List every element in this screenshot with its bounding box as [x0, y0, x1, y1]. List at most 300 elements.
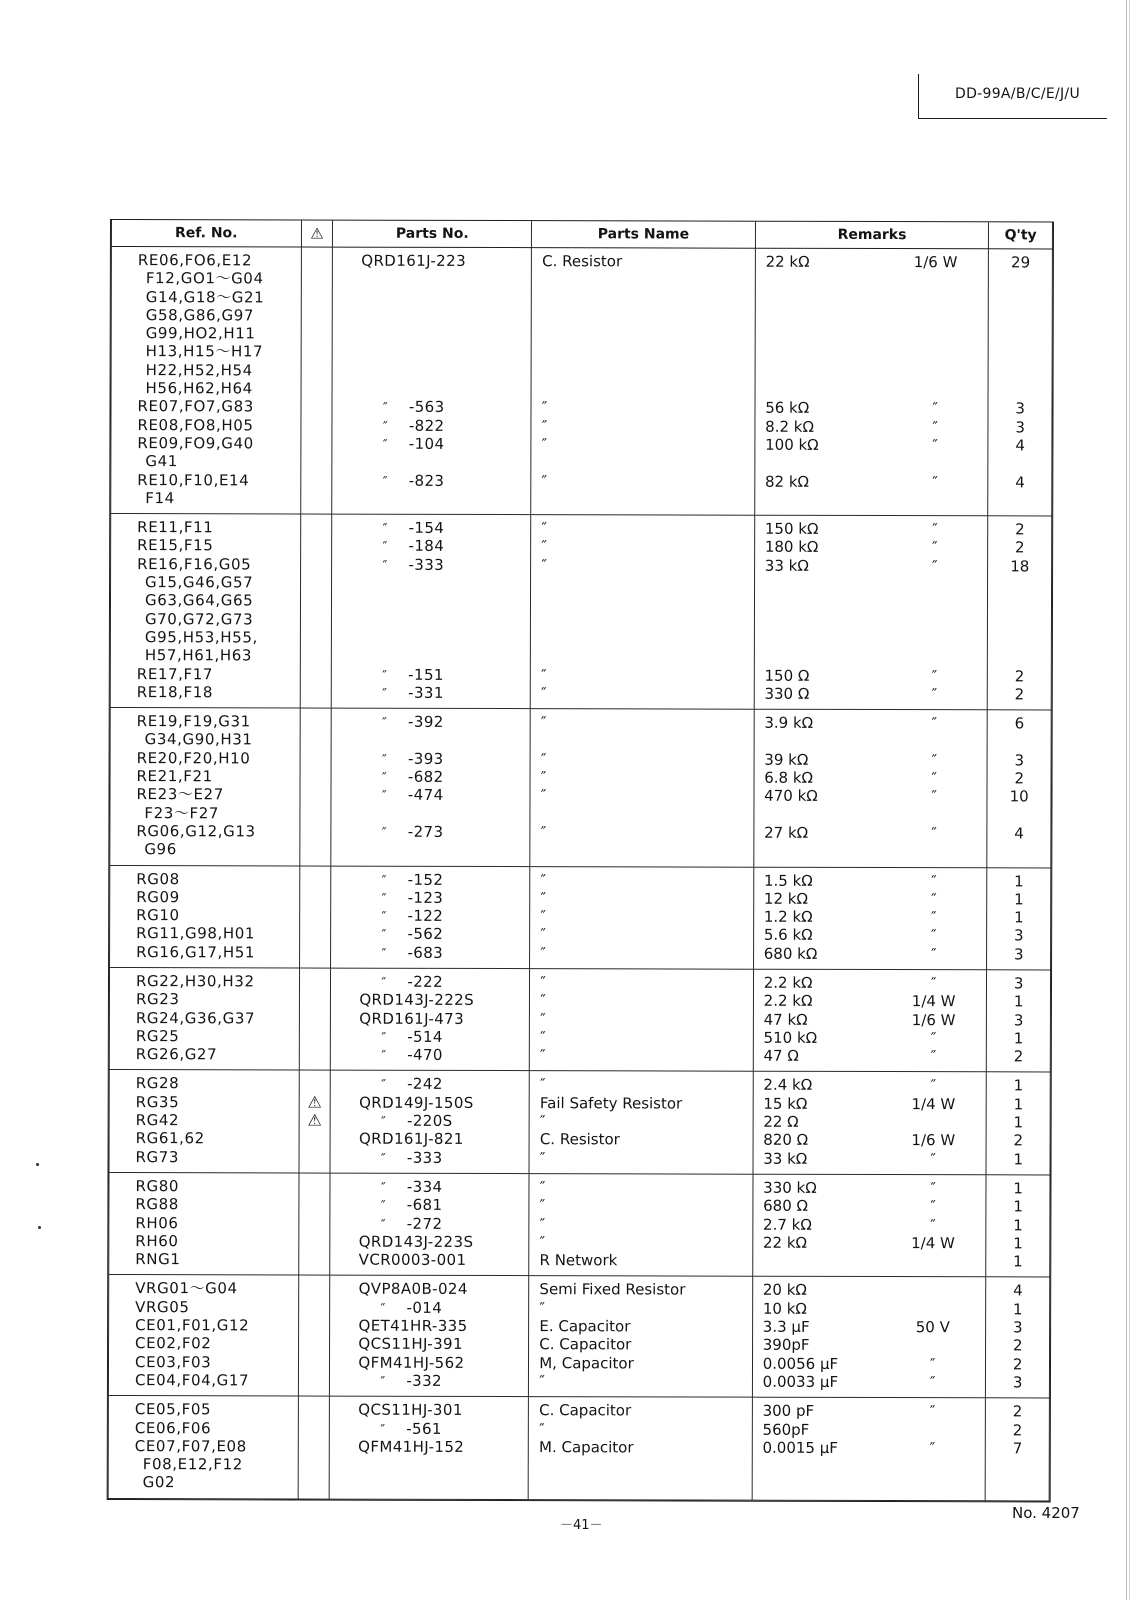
- parts-no-value: -332: [406, 1371, 443, 1390]
- cell-pname: [530, 709, 754, 867]
- remarks-text: [754, 871, 987, 890]
- ref-no-text: RG80: [135, 1177, 180, 1196]
- blank-line: [532, 453, 755, 472]
- remarks-value: 6.8 kΩ: [764, 768, 814, 787]
- table-row-group: [108, 1275, 1049, 1398]
- qty-text: 1: [1013, 1095, 1024, 1114]
- ref-no-text: RG16,G17,H51: [136, 942, 256, 962]
- qty-text: 3: [1014, 751, 1025, 770]
- cell-qty: [986, 1175, 1050, 1278]
- qty-text: 2: [1014, 685, 1025, 704]
- blank-line: [755, 326, 988, 345]
- cell-warn: [298, 1275, 330, 1396]
- ref-no-text: RE07,FO7,G83: [137, 397, 254, 416]
- remarks-text: [755, 472, 988, 491]
- cell-pno: [331, 708, 530, 866]
- parts-no-text: [332, 749, 530, 768]
- ref-no-text: RE09,FO9,G40: [137, 434, 254, 453]
- parts-no-value: -822: [408, 416, 445, 435]
- warning-triangle-icon: ⚠: [307, 1092, 322, 1112]
- remarks-text: [754, 889, 987, 908]
- safety-mark: [298, 1401, 329, 1419]
- cell-ref: [110, 708, 300, 866]
- remarks-text: [755, 417, 988, 436]
- scan-speck: [36, 1163, 39, 1166]
- qty-text: 1: [1013, 1150, 1024, 1169]
- remarks-rating: [893, 1252, 973, 1271]
- parts-no-text: [330, 1353, 528, 1372]
- parts-no-value: QRD149J-150S: [359, 1093, 474, 1112]
- parts-no-value: -331: [408, 683, 444, 702]
- cell-pname: [531, 248, 755, 516]
- parts-name-text: ″: [540, 768, 547, 787]
- table-row-group: [110, 865, 1051, 970]
- parts-no-text: [331, 1196, 529, 1215]
- remarks-text: [753, 1197, 986, 1216]
- remarks-text: [754, 787, 987, 806]
- ditto-mark: ″: [382, 558, 388, 574]
- remarks-text: [755, 538, 988, 557]
- blank-line: [755, 289, 988, 308]
- parts-name-text: M. Capacitor: [539, 1437, 634, 1457]
- safety-mark: [300, 1009, 331, 1027]
- parts-no-value: QFM41HJ-152: [358, 1437, 465, 1456]
- remarks-rating: ″: [931, 750, 938, 769]
- blank-line: [752, 1475, 985, 1494]
- ref-no-text: RG22,H30,H32: [135, 972, 255, 991]
- cell-qty: [988, 249, 1052, 516]
- remarks-text: [755, 436, 988, 455]
- cell-pname: [529, 1174, 753, 1277]
- ref-no-text: RE15,F15: [137, 536, 214, 555]
- parts-no-text: [331, 1251, 529, 1270]
- remarks-text: [754, 974, 987, 993]
- remarks-rating: 1/4 W: [911, 1233, 955, 1253]
- safety-mark: [299, 1232, 330, 1250]
- parts-no-value: QRD143J-223S: [358, 1232, 474, 1251]
- parts-name-text: ″: [540, 943, 546, 962]
- qty-text: 3: [1015, 399, 1025, 418]
- blank-line: [300, 841, 331, 859]
- qty-text: 4: [1014, 824, 1024, 843]
- remarks-rating: [893, 1300, 973, 1319]
- blank-line: [755, 454, 988, 473]
- qty-text: 6: [1014, 714, 1025, 733]
- blank-line: [755, 648, 988, 667]
- cell-qty: [987, 970, 1051, 1073]
- remarks-value: 33 kΩ: [763, 1149, 808, 1168]
- blank-line: [989, 455, 1052, 473]
- parts-name-text: ″: [541, 555, 547, 574]
- safety-mark: [299, 1317, 330, 1335]
- safety-mark: [301, 537, 332, 555]
- remarks-value: 1.2 kΩ: [763, 907, 813, 926]
- safety-mark: [299, 1148, 330, 1166]
- qty-text: 2: [1015, 538, 1025, 557]
- remarks-text: [753, 1094, 986, 1113]
- warning-triangle-icon: ⚠: [307, 1110, 322, 1130]
- qty-text: 18: [1010, 557, 1030, 576]
- safety-mark: [300, 991, 331, 1009]
- qty-text: 1: [1013, 1179, 1023, 1198]
- safety-mark: [299, 1353, 330, 1371]
- ditto-mark: ″: [380, 1422, 386, 1438]
- remarks-value: 56 kΩ: [765, 399, 810, 418]
- blank-line: [330, 1474, 528, 1493]
- parts-no-value: QFM41HJ-562: [358, 1353, 465, 1372]
- cell-warn: [298, 1396, 330, 1499]
- blank-line: [755, 611, 988, 630]
- safety-mark: [299, 1046, 330, 1064]
- remarks-rating: 50 V: [915, 1318, 950, 1337]
- blank-line: [532, 344, 755, 363]
- blank-line: [301, 270, 332, 288]
- cell-warn: [299, 1070, 331, 1173]
- parts-no-text: [332, 786, 530, 805]
- blank-line: [330, 1456, 528, 1475]
- parts-name-text: ″: [540, 870, 547, 889]
- parts-name-text: ″: [541, 435, 548, 454]
- blank-line: [332, 647, 530, 666]
- parts-no-text: [332, 768, 530, 787]
- qty-text: 1: [1013, 1076, 1024, 1095]
- ref-no-text: RE19,F19,G31: [136, 712, 251, 731]
- remarks-value: 300 pF: [762, 1401, 815, 1421]
- parts-list-table: [107, 219, 1054, 1502]
- parts-no-value: VCR0003-001: [358, 1250, 467, 1270]
- safety-mark: [299, 1298, 330, 1316]
- parts-name-text: ″: [541, 537, 548, 556]
- blank-line: [989, 363, 1052, 381]
- parts-no-text: [333, 435, 531, 454]
- qty-text: 1: [1013, 1029, 1024, 1048]
- parts-no-text: [331, 1232, 529, 1251]
- blank-line: [988, 806, 1051, 824]
- qty-text: 1: [1013, 1300, 1023, 1319]
- cell-ref: [109, 1070, 299, 1173]
- ref-no-text: RE06,FO6,E12: [137, 251, 253, 270]
- remarks-value: [763, 1252, 893, 1271]
- qty-text: 3: [1013, 1010, 1024, 1029]
- parts-no-value: -151: [408, 665, 444, 684]
- ref-no-text: RG42: [135, 1111, 180, 1130]
- remarks-value: 330 Ω: [764, 684, 810, 703]
- parts-name-text: ″: [539, 1372, 545, 1391]
- ref-no-text: VRG01～G04: [135, 1279, 238, 1298]
- blank-line: [988, 575, 1051, 593]
- cell-pname: [530, 866, 754, 969]
- blank-line: [989, 308, 1052, 326]
- ditto-mark: ″: [382, 540, 388, 556]
- remarks-text: [753, 1047, 986, 1066]
- parts-no-text: [332, 888, 530, 907]
- qty-text: 3: [1012, 1373, 1023, 1392]
- qty-text: 3: [1015, 418, 1025, 437]
- remarks-text: [754, 824, 987, 843]
- parts-name-text: ″: [540, 1028, 546, 1047]
- remarks-rating: ″: [931, 714, 938, 733]
- blank-line: [300, 647, 331, 665]
- ref-no-text: CE04,F04,G17: [134, 1370, 250, 1390]
- safety-mark: [299, 1280, 330, 1298]
- blank-line: [755, 575, 988, 594]
- parts-no-text: [331, 1214, 529, 1233]
- ditto-mark: ″: [380, 1180, 387, 1196]
- parts-name-text: ″: [539, 1419, 545, 1438]
- qty-text: 3: [1014, 926, 1024, 945]
- parts-no-value: -333: [406, 1148, 443, 1167]
- remarks-text: [753, 1252, 986, 1271]
- blank-line: [531, 592, 754, 611]
- parts-no-text: [331, 1093, 529, 1112]
- remarks-text: [753, 1420, 986, 1439]
- parts-no-text: [332, 665, 530, 684]
- blank-line: [301, 610, 332, 628]
- parts-name-text: ″: [541, 519, 548, 538]
- blank-line: [333, 270, 531, 289]
- remarks-value: 820 Ω: [763, 1131, 809, 1150]
- ref-no-text: F14: [145, 488, 175, 508]
- parts-no-text: [331, 973, 529, 992]
- parts-no-value: -152: [407, 870, 444, 889]
- remarks-value: 1.5 kΩ: [763, 871, 813, 890]
- safety-mark: [300, 713, 331, 731]
- remarks-value: 15 kΩ: [763, 1094, 808, 1113]
- remarks-text: [756, 253, 989, 272]
- table-row-group: [111, 247, 1053, 517]
- remarks-value: 10 kΩ: [762, 1299, 807, 1318]
- cell-warn: [298, 1173, 330, 1276]
- qty-text: 1: [1013, 1252, 1023, 1271]
- blank-line: [755, 630, 988, 649]
- remarks-rating: ″: [931, 889, 937, 908]
- remarks-rating: ″: [931, 666, 938, 685]
- parts-no-text: [331, 1112, 529, 1131]
- safety-mark: [300, 665, 331, 683]
- qty-text: 7: [1012, 1439, 1023, 1458]
- blank-line: [333, 361, 531, 380]
- safety-mark: [300, 888, 331, 906]
- ref-no-text: RG09: [136, 887, 180, 906]
- blank-line: [752, 1457, 985, 1476]
- qty-text: 1: [1013, 1234, 1023, 1253]
- blank-line: [332, 610, 530, 629]
- remarks-text: [753, 1131, 986, 1150]
- remarks-text: [753, 1076, 986, 1095]
- parts-no-value: QCS11HJ-391: [358, 1334, 463, 1354]
- cell-pno: [331, 968, 530, 1071]
- qty-text: 3: [1013, 945, 1024, 964]
- parts-no-value: QVP8A0B-024: [358, 1280, 468, 1299]
- cell-warn: [300, 514, 332, 708]
- blank-line: [532, 362, 755, 381]
- remarks-text: [754, 750, 987, 769]
- ditto-mark: ″: [381, 1048, 387, 1064]
- table-row-group: [109, 1070, 1050, 1175]
- parts-name-text: ″: [539, 1075, 546, 1094]
- ditto-mark: ″: [380, 1374, 386, 1390]
- ditto-mark: ″: [381, 789, 388, 805]
- qty-text: 1: [1013, 1197, 1023, 1216]
- parts-no-text: [331, 1130, 529, 1149]
- ref-no-text: RE23～E27: [136, 785, 224, 804]
- ditto-mark: ″: [381, 891, 387, 907]
- ref-no-text: G58,G86,G97: [145, 305, 255, 325]
- blank-line: [300, 804, 331, 822]
- model-number: DD-99A/B/C/E/J/U: [955, 86, 1080, 102]
- remarks-value: 3.3 μF: [762, 1317, 810, 1336]
- parts-name-text: ″: [539, 1232, 546, 1251]
- cell-qty: [988, 516, 1052, 710]
- blank-line: [755, 593, 988, 612]
- blank-line: [531, 805, 754, 824]
- remarks-value: 2.2 kΩ: [763, 991, 813, 1011]
- remarks-value: 5.6 kΩ: [763, 926, 813, 945]
- blank-line: [332, 574, 530, 593]
- blank-line: [989, 326, 1052, 344]
- parts-no-value: -392: [408, 712, 444, 732]
- parts-no-text: [331, 1148, 529, 1167]
- remarks-text: [754, 926, 987, 945]
- ditto-mark: ″: [381, 928, 387, 944]
- qty-text: 4: [1013, 1281, 1023, 1300]
- parts-no-value: -474: [407, 786, 444, 805]
- parts-name-text: ″: [540, 991, 546, 1010]
- parts-name-text: ″: [539, 1148, 546, 1167]
- ref-no-text: RH60: [135, 1231, 179, 1251]
- ref-no-text: RG23: [135, 990, 180, 1009]
- parts-name-text: ″: [540, 1009, 546, 1028]
- qty-text: 29: [1011, 253, 1031, 272]
- remarks-value: 150 kΩ: [764, 519, 819, 539]
- blank-line: [332, 592, 530, 611]
- remarks-rating: ″: [932, 538, 938, 557]
- remarks-value: 390pF: [762, 1336, 810, 1355]
- safety-mark: [301, 519, 332, 537]
- blank-line: [298, 1474, 329, 1492]
- ref-no-text: CE02,F02: [135, 1334, 212, 1353]
- col-parts-name: Parts Name: [532, 221, 756, 248]
- safety-mark: [300, 907, 331, 925]
- parts-name-text: C. Resistor: [539, 1130, 620, 1149]
- parts-no-value: -470: [407, 1045, 443, 1065]
- blank-line: [333, 288, 531, 307]
- ditto-mark: ″: [381, 873, 387, 889]
- blank-line: [300, 731, 331, 749]
- ref-no-text: CE01,F01,G12: [135, 1316, 250, 1335]
- ref-no-text: RG08: [136, 869, 180, 888]
- parts-no-text: [331, 1027, 529, 1046]
- safety-mark: [301, 434, 332, 452]
- remarks-rating: ″: [930, 926, 937, 945]
- remarks-text: [753, 1234, 986, 1253]
- parts-no-text: [333, 416, 531, 435]
- parts-name-text: ″: [540, 973, 546, 992]
- warning-triangle-icon: ⚠: [310, 224, 324, 243]
- parts-name-text: ″: [541, 665, 547, 684]
- blank-line: [531, 841, 754, 860]
- parts-no-value: -272: [406, 1214, 443, 1233]
- parts-no-value: -562: [407, 925, 444, 944]
- ref-no-text: RE18,F18: [136, 682, 214, 702]
- cell-warn: [299, 968, 331, 1071]
- cell-pno: [330, 1071, 529, 1174]
- ref-no-text: RG28: [135, 1074, 180, 1093]
- ref-no-text: RE20,F20,H10: [136, 748, 251, 768]
- ref-no-text: CE05,F05: [134, 1400, 212, 1419]
- blank-line: [532, 307, 755, 326]
- parts-no-value: -514: [407, 1027, 443, 1046]
- blank-line: [755, 381, 988, 400]
- parts-no-value: -563: [408, 398, 445, 417]
- parts-no-value: -122: [407, 906, 444, 925]
- ref-no-text: RG10: [136, 906, 180, 925]
- safety-mark: [301, 252, 332, 270]
- blank-line: [333, 453, 531, 472]
- remarks-value: 680 Ω: [763, 1196, 809, 1216]
- remarks-text: [753, 1113, 986, 1132]
- remarks-value: 680 kΩ: [763, 944, 818, 963]
- parts-name-text: M, Capacitor: [539, 1353, 634, 1373]
- parts-name-text: R Network: [539, 1251, 618, 1270]
- cell-warn: [299, 865, 331, 968]
- remarks-rating: ″: [931, 556, 938, 575]
- blank-line: [332, 731, 530, 750]
- qty-text: 1: [1014, 890, 1024, 909]
- blank-line: [332, 841, 530, 860]
- remarks-text: [753, 1215, 986, 1234]
- ref-no-text: G02: [142, 1473, 176, 1492]
- blank-line: [756, 271, 989, 290]
- remarks-rating: ″: [930, 1215, 936, 1234]
- parts-no-text: [330, 1401, 528, 1420]
- remarks-rating: [893, 1113, 973, 1132]
- parts-no-value: QRD161J-473: [359, 1009, 465, 1028]
- blank-line: [333, 343, 531, 362]
- remarks-rating: ″: [929, 1354, 936, 1373]
- remarks-value: 22 kΩ: [765, 252, 810, 271]
- blank-line: [301, 343, 332, 361]
- ditto-mark: ″: [382, 474, 388, 490]
- cell-pno: [331, 866, 530, 969]
- ref-no-text: F08,E12,F12: [142, 1455, 243, 1474]
- col-safety-warning: [301, 221, 333, 248]
- parts-no-text: [331, 1298, 529, 1317]
- ref-no-text: RE17,F17: [136, 664, 214, 683]
- blank-line: [301, 453, 332, 471]
- blank-line: [755, 491, 988, 510]
- table-header-row: [111, 220, 1052, 249]
- remarks-value: 330 kΩ: [763, 1178, 817, 1197]
- parts-no-value: -242: [407, 1075, 443, 1094]
- ditto-mark: ″: [382, 715, 388, 731]
- remarks-text: [753, 1336, 986, 1355]
- remarks-text: [754, 908, 987, 927]
- ditto-mark: ″: [380, 1198, 387, 1214]
- safety-mark: [301, 398, 332, 416]
- parts-no-value: -681: [406, 1196, 443, 1215]
- safety-mark: [301, 416, 332, 434]
- qty-text: 1: [1014, 908, 1024, 927]
- qty-text: 3: [1013, 974, 1024, 993]
- remarks-text: [754, 769, 987, 788]
- remarks-rating: ″: [930, 974, 937, 993]
- remarks-text: [753, 1373, 986, 1392]
- cell-rem: [754, 515, 988, 710]
- cell-ref: [108, 1275, 298, 1396]
- remarks-value: 510 kΩ: [763, 1028, 818, 1047]
- safety-mark: [299, 1093, 330, 1111]
